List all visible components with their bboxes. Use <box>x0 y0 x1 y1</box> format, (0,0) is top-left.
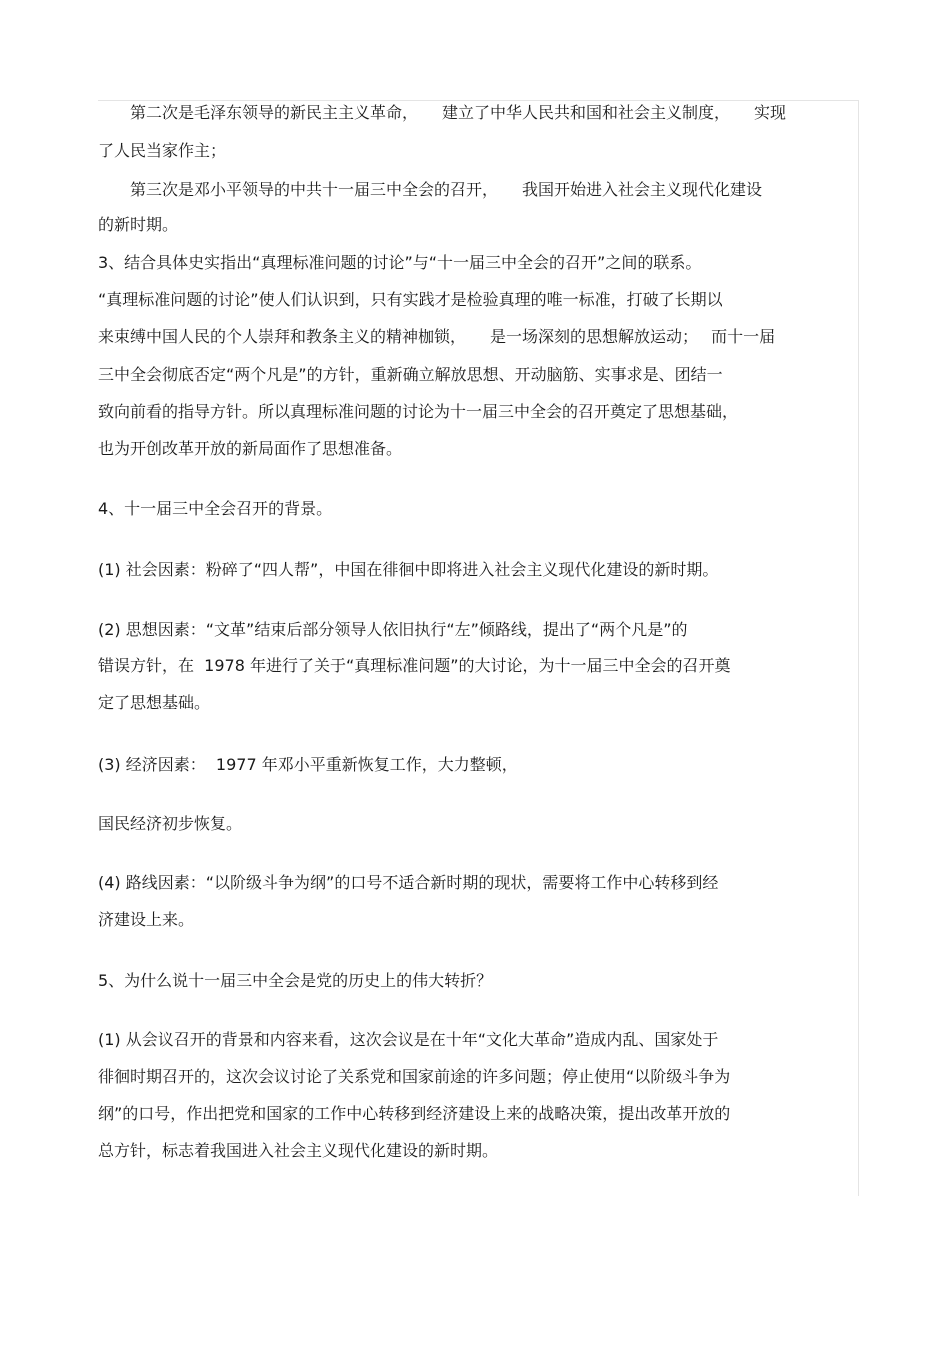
text-line: 国民经济初步恢复。 <box>98 814 243 833</box>
text-line: 来束缚中国人民的个人崇拜和教条主义的精神枷锁， 是一场深刻的思想解放运动； 而十一届 <box>98 327 776 346</box>
section-heading: 4、十一届三中全会召开的背景。 <box>98 499 333 518</box>
text-line: 的新时期。 <box>98 215 179 234</box>
text-line: 3、结合具体史实指出“真理标准问题的讨论”与“十一届三中全会的召开”之间的联系。 <box>98 253 702 272</box>
page-frame-right-border <box>858 100 859 1196</box>
text-line: (1) 从会议召开的背景和内容来看，这次会议是在十年“文化大革命”造成内乱、国家处于 <box>98 1030 719 1049</box>
text-line: (1) 社会因素：粉碎了“四人帮”，中国在徘徊中即将进入社会主义现代化建设的新时期。 <box>98 560 719 579</box>
text-line: 定了思想基础。 <box>98 693 211 712</box>
text-line: “真理标准问题的讨论”使人们认识到，只有实践才是检验真理的唯一标准，打破了长期以 <box>98 290 723 309</box>
section-heading: 5、为什么说十一届三中全会是党的历史上的伟大转折？ <box>98 971 493 990</box>
text-line: (4) 路线因素：“以阶级斗争为纲”的口号不适合新时期的现状，需要将工作中心转移到经 <box>98 873 719 892</box>
text-line: 了人民当家作主； <box>98 141 227 160</box>
text-line: 三中全会彻底否定“两个凡是”的方针，重新确立解放思想、开动脑筋、实事求是、团结一 <box>98 365 723 384</box>
text-line: 也为开创改革开放的新局面作了思想准备。 <box>98 439 403 458</box>
text-line: 纲”的口号，作出把党和国家的工作中心转移到经济建设上来的战略决策，提出改革开放的 <box>98 1104 731 1123</box>
text-line: 第二次是毛泽东领导的新民主主义革命， 建立了中华人民共和国和社会主义制度， 实现 <box>98 103 787 122</box>
text-line: (2) 思想因素：“文革”结束后部分领导人依旧执行“左”倾路线，提出了“两个凡是”的 <box>98 620 688 639</box>
text-line: (3) 经济因素： 1977 年邓小平重新恢复工作，大力整顿， <box>98 755 518 774</box>
text-line: 总方针，标志着我国进入社会主义现代化建设的新时期。 <box>98 1141 499 1160</box>
text-line: 错误方针，在 1978 年进行了关于“真理标准问题”的大讨论，为十一届三中全会的召开奠 <box>98 656 731 675</box>
text-line: 致向前看的指导方针。所以真理标准问题的讨论为十一届三中全会的召开奠定了思想基础， <box>98 402 739 421</box>
text-line: 济建设上来。 <box>98 910 195 929</box>
text-line: 徘徊时期召开的，这次会议讨论了关系党和国家前途的许多问题；停止使用“以阶级斗争为 <box>98 1067 731 1086</box>
text-line: 第三次是邓小平领导的中共十一届三中全会的召开， 我国开始进入社会主义现代化建设 <box>98 180 763 199</box>
page-frame-top-border <box>98 100 858 101</box>
